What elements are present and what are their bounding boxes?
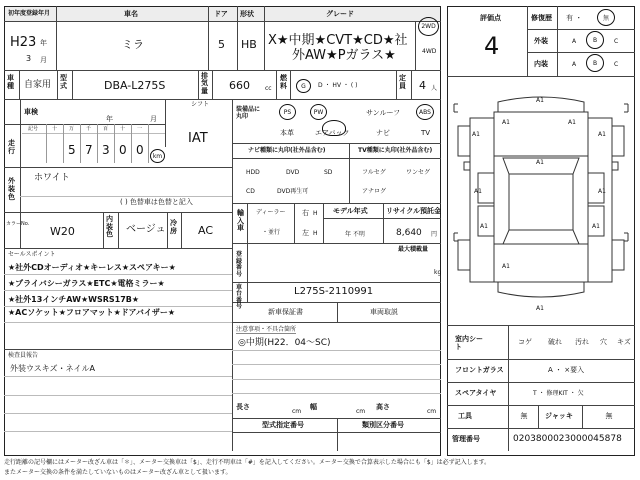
seat-item: キズ <box>617 338 631 346</box>
import-right: 右 <box>302 209 309 217</box>
shift-label: シフト <box>191 101 210 108</box>
navi-type-dvd-play: DVD再生可 <box>277 188 309 195</box>
grade-line-2: 外AW★Pガラス★ <box>292 48 396 63</box>
damage-mark: A1 <box>536 97 544 104</box>
import-dealer: ディーラー <box>256 209 286 216</box>
model-year-label: モデル年式 <box>333 207 368 215</box>
sales-point-line: ★社外13インチAW★WSRS17B★ <box>8 295 140 304</box>
navi-type-sd: SD <box>324 169 333 176</box>
ext-grade-a: A <box>572 38 577 45</box>
mileage-digit: 0 <box>119 143 127 157</box>
digit-header: 一 <box>137 126 143 132</box>
interior-color-value: ベージュ <box>126 224 166 235</box>
fuel-label: 燃料 <box>280 74 287 90</box>
width-unit: cm <box>356 408 366 415</box>
repair-history-label: 修復歴 <box>531 14 552 22</box>
vehicle-type-label: 車種 <box>7 74 14 90</box>
chassis-label: 車台番号 <box>236 284 243 310</box>
seat-label: 室内シート <box>455 335 483 352</box>
damage-mark: A1 <box>568 119 576 126</box>
damage-mark: A1 <box>536 159 544 166</box>
mileage-digit: 0 <box>136 143 144 157</box>
mileage-label: 走行 <box>8 139 15 156</box>
color-change-note: ( ) 色替車は色替と記入 <box>120 198 193 206</box>
interior-grade-label: 内装 <box>534 60 548 68</box>
max-load-label: 最大積載量 <box>398 246 429 253</box>
mgmt-no-value: 0203800023000045878 <box>513 434 622 444</box>
equipment-label: 装備品に丸印 <box>236 106 261 121</box>
doors-value: 5 <box>218 38 225 51</box>
color-code-label: カラーNo. <box>6 221 30 227</box>
int-grade-a: A <box>572 61 577 68</box>
displacement-value: 660 <box>229 79 250 92</box>
repair-none-circle: 無 <box>597 9 615 26</box>
width-label: 幅 <box>310 403 317 411</box>
car-damage-diagram <box>448 78 634 323</box>
warranty-label: 新車保証書 <box>268 308 303 316</box>
navi-type-dvd: DVD <box>286 169 300 176</box>
shaken-month-unit: 月 <box>150 115 157 123</box>
tools-label: 工具 <box>458 412 472 420</box>
import-left-h: H <box>313 230 318 237</box>
damage-mark: A1 <box>598 188 606 195</box>
capacity-label: 定員 <box>399 74 406 90</box>
digit-header: 十 <box>120 126 126 132</box>
import-label: 輸入車 <box>237 209 244 233</box>
sunroof-label: サンルーフ <box>366 109 401 117</box>
digit-header: 万 <box>69 126 75 132</box>
grade-label: グレード <box>326 10 354 18</box>
color-code-value: W20 <box>50 225 75 238</box>
ext-grade-b-circle: B <box>586 31 604 49</box>
length-unit: cm <box>292 408 302 415</box>
seat-item: コゲ <box>518 338 532 346</box>
front-glass-value: A ・ ×要入 <box>548 366 585 374</box>
damage-mark: A1 <box>502 263 510 270</box>
notes-line: ◎中期(H22．04～SC) <box>238 338 331 348</box>
seat-item: 穴 <box>600 338 607 346</box>
max-load-unit: kg <box>434 269 442 276</box>
doors-label: ドア <box>214 10 228 18</box>
damage-mark: A1 <box>474 188 482 195</box>
mileage-note-label: 記号 <box>28 126 39 132</box>
model-value: DBA-L275S <box>104 79 166 92</box>
mileage-digit: 3 <box>102 143 110 157</box>
digit-header: 百 <box>103 126 109 132</box>
spare-tire-value: T ・ 修理KIT ・ 欠 <box>533 390 584 397</box>
spare-tire-label: スペアタイヤ <box>455 389 497 397</box>
mgmt-no-label: 管理番号 <box>452 435 480 443</box>
manual-label: 車両取説 <box>370 308 398 316</box>
front-glass-label: フロントガラス <box>455 366 504 374</box>
int-grade-b-circle: B <box>586 54 604 72</box>
score-value: 4 <box>484 32 500 60</box>
navi-type-hdd: HDD <box>246 169 260 176</box>
recycle-value: 8,640 <box>396 228 422 238</box>
reg-era-year: H23 <box>10 35 37 50</box>
year-unit: 年 <box>40 39 47 47</box>
ps-circle: PS <box>279 104 296 120</box>
airbag-circle <box>322 120 346 136</box>
import-left: 左 <box>302 229 309 237</box>
damage-mark: A1 <box>592 223 600 230</box>
4wd-label: 4WD <box>422 48 437 55</box>
2wd-label: 2WD <box>421 23 436 30</box>
airbag-label: エアバック <box>315 129 350 137</box>
sales-point-line: ★プライバシーガラス★ETC★電格ミラー★ <box>8 279 165 288</box>
sales-point-line: ★社外CDオーディオ★キーレス★スペアキー★ <box>8 263 176 272</box>
mileage-digit: 7 <box>85 143 93 157</box>
shaken-label: 車検 <box>24 108 38 116</box>
shape-value: HB <box>241 38 257 51</box>
damage-mark: A1 <box>598 131 606 138</box>
grade-line-1: X★中期★CVT★CD★社 <box>268 33 408 48</box>
exterior-color-label: 外装色 <box>8 177 15 202</box>
cc-unit: cc <box>265 85 272 92</box>
exterior-color-value: ホワイト <box>34 173 70 183</box>
jack-label: ジャッキ <box>545 412 573 420</box>
fuel-others: D ・ HV ・ ( ) <box>318 82 358 89</box>
ac-label: 冷房 <box>170 219 177 235</box>
recycle-yen: 円 <box>431 231 438 238</box>
fuel-gasoline-circle: G <box>296 79 311 93</box>
sales-point-line: ★ACソケット★フロアマット★ドアバイザー★ <box>8 308 176 317</box>
tv-type-oneseg: ワンセグ <box>406 169 431 176</box>
tv-type-analog: アナログ <box>362 188 387 195</box>
chassis-value: L275S-2110991 <box>294 286 374 297</box>
length-label: 長さ <box>236 403 250 411</box>
abs-circle: ABS <box>416 104 434 120</box>
2wd-circle <box>418 17 439 36</box>
capacity-value: 4 <box>419 79 426 92</box>
month-unit: 月 <box>40 56 47 64</box>
exterior-grade-label: 外装 <box>534 37 548 45</box>
ext-grade-c: C <box>614 38 619 45</box>
damage-mark: A1 <box>472 131 480 138</box>
shift-value: IAT <box>188 131 208 146</box>
interior-color-label: 内装色 <box>106 215 113 239</box>
tv-type-fullseg: フルセグ <box>362 169 386 176</box>
shaken-year-unit: 年 <box>106 115 113 123</box>
leather-label: 本革 <box>280 129 294 137</box>
ac-value: AC <box>198 224 214 237</box>
seat-item: 汚れ <box>575 338 589 346</box>
reg-year-label: 初年度登録年月 <box>8 10 51 17</box>
int-grade-c: C <box>614 61 619 68</box>
navi-type-cd: CD <box>246 188 255 195</box>
model-year-value: 年 不明 <box>345 231 365 238</box>
tv-label: TV <box>421 129 431 137</box>
damage-mark: A1 <box>502 119 510 126</box>
sales-points-label: セールスポイント <box>8 251 56 258</box>
km-circle: km <box>150 149 165 163</box>
digit-header: 十 <box>52 126 58 132</box>
import-right-h: H <box>313 210 318 217</box>
repair-history-options: 有 ・ <box>566 14 583 22</box>
reg-month: 3 <box>26 54 32 63</box>
model-label: 型式 <box>60 74 67 90</box>
car-name-label: 車名 <box>124 10 138 18</box>
shape-label: 形状 <box>240 10 254 18</box>
pw-circle: PW <box>310 104 327 120</box>
tools-value: 無 <box>520 412 528 420</box>
navi-label: ナビ <box>376 129 390 137</box>
inspector-report-line: 外装ウスキズ・ネイルA <box>10 364 95 373</box>
digit-header: 千 <box>86 126 92 132</box>
reg-no-label: 登録番号 <box>236 251 243 278</box>
type-number-label: 型式指定番号 <box>262 421 304 429</box>
displacement-label: 排気量 <box>201 72 208 95</box>
seat-item: 破れ <box>548 338 562 346</box>
footer-note-1: 走行距離の記号欄にはメーター改ざん車は「＊」、メーター交換車は「$」、走行不明車は「#」を記入してください。メーター交換で合算表示した場合にも「$」は必ず記入します。 <box>4 459 491 466</box>
jack-value: 無 <box>605 412 613 420</box>
navi-type-label: ナビ種類に丸印(社外品含む) <box>248 147 326 154</box>
mileage-digit: 5 <box>68 143 76 157</box>
score-label: 評価点 <box>480 14 501 22</box>
height-label: 高さ <box>376 403 390 411</box>
footer-note-2: またメーター交換の条件を満たしていないものはメーター改ざん車として扱います。 <box>4 469 232 476</box>
inspector-report-label: 検査員報告 <box>8 352 39 359</box>
damage-mark: A1 <box>536 305 544 312</box>
car-name: ミラ <box>122 38 144 51</box>
import-parallel: ・並行 <box>262 229 281 236</box>
damage-mark: A1 <box>480 223 488 230</box>
notes-label: 注意事項・不具合箇所 <box>236 326 297 333</box>
height-unit: cm <box>427 408 437 415</box>
tv-type-label: TV種類に丸印(社外品含む) <box>358 147 433 154</box>
recycle-label: リサイクル預託金 <box>386 207 442 215</box>
person-unit: 人 <box>431 85 438 92</box>
usage-value: 自家用 <box>24 80 52 90</box>
class-number-label: 類別区分番号 <box>362 421 404 429</box>
